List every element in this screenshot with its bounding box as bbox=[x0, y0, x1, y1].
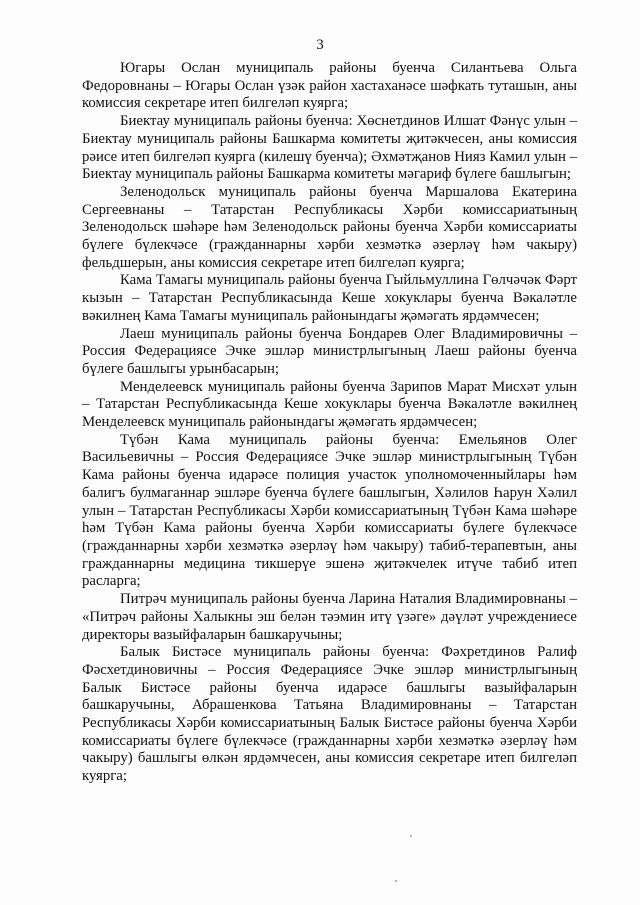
paragraph-tuben-kama: Түбән Кама муниципаль районы буенча: Емельянов Олег Васильевичны – Россия Федерациясе Эчке эшләр министрлыгының Түбән Кама районы буенча идарәсе полиция участок уполномоченныйлары һәм балигъ булмаганнар эшләре буенча бүлеге башлыгын, Хәлилов Һарун Хәлил улын – Татарстан Республикасы Хәрби комиссариатының Түбән Кама шәһәре һәм Түбән Кама районы буенча Хәрби комиссариаты бүлеге бүлекчәсе (гражданнарны хәрби хезмәткә әзерләү һәм чакыру) табиб-терапевтын, аны гражданнарны медицина тикшерүе эшенә җитәкчелек итүче табиб итеп расларга; bbox=[82, 431, 577, 590]
paragraph-yugary-oslan: Югары Ослан муниципаль районы буенча Силантьева Ольга Федоровнаны – Югары Ослан үзәк район хастаханәсе шәфкать туташын, аны комиссия секретаре итеп билгеләп куярга; bbox=[82, 60, 577, 112]
paragraph-balyk-bistese: Балык Бистәсе муниципаль районы буенча: Фәхретдинов Ралиф Фәсхетдиновичны – Россия Федерациясе Эчке эшләр министрлыгының Балык Бистәсе районы буенча идарәсе башлыгы вазыйфаларын башкаручыны, Абрашенкова Татьяна Владимировнаны – Татарстан Республикасы Хәрби комиссариатының Балык Бистәсе районы буенча Хәрби комиссариаты бүлеге бүлекчәсе (гражданнарны хәрби хезмәткә әзерләү һәм чакыру) башлыгы өлкән ярдәмчесен, аны комиссия секретаре итеп билгеләп куярга; bbox=[82, 644, 577, 785]
paragraph-mendeleevsk: Менделеевск муниципаль районы буенча Зарипов Марат Мисхәт улын – Татарстан Республикасында Кеше хокуклары буенча Вәкаләтле вәкилнең Менделеевск муниципаль районындагы җәмәгать ярдәмчесен; bbox=[82, 378, 577, 431]
paragraph-biektau: Биектау муниципаль районы буенча: Хөснетдинов Илшат Фәнүс улын – Биектау муниципаль районы Башкарма комитеты җитәкчесен, аны комиссия рәисе итеп билгеләп куярга (килешү буенча); Әхмәтҗанов Нияз Камил улын – Биектау муниципаль районы Башкарма комитеты мәгариф бүлеге башлыгын; bbox=[82, 113, 577, 183]
paragraph-laesh: Лаеш муниципаль районы буенча Бондарев Олег Владимировичны – Россия Федерациясе Эчке эшләр министрлыгының Лаеш районы буенча бүлеге башлыгы урынбасарын; bbox=[82, 325, 577, 377]
paragraph-pitrech: Питрәч муниципаль районы буенча Ларина Наталия Владимировнаны – «Питрәч районы Халыкны эш белән тәэмин итү үзәге» дәүләт учреждениесе директоры вазыйфаларын башкаручыны; bbox=[82, 591, 577, 643]
scan-speck bbox=[395, 880, 397, 882]
scan-speck bbox=[410, 835, 412, 837]
paragraph-zelenodolsk: Зеленодольск муниципаль районы буенча Маршалова Екатерина Сергеевнаны – Татарстан Республикасы Хәрби комиссариатының Зеленодольск шәһәре һәм Зеленодольск районы буенча Хәрби комиссариаты бүлеге бүлекчәсе (гражданнарны хәрби хезмәткә әзерләү һәм чакыру) фельдшерын, аны комиссия секретаре итеп билгеләп куярга; bbox=[82, 183, 577, 271]
paragraph-kama-tamagy: Кама Тамагы муниципаль районы буенча Гыйльмуллина Гөлчәчәк Фәрт кызын – Татарстан Республикасында Кеше хокуклары буенча Вәкаләтле вәкилнең Кама Тамагы муниципаль районындагы җәмәгать ярдәмчесен; bbox=[82, 272, 577, 324]
document-body bbox=[82, 60, 577, 786]
page-number: 3 bbox=[316, 37, 324, 53]
